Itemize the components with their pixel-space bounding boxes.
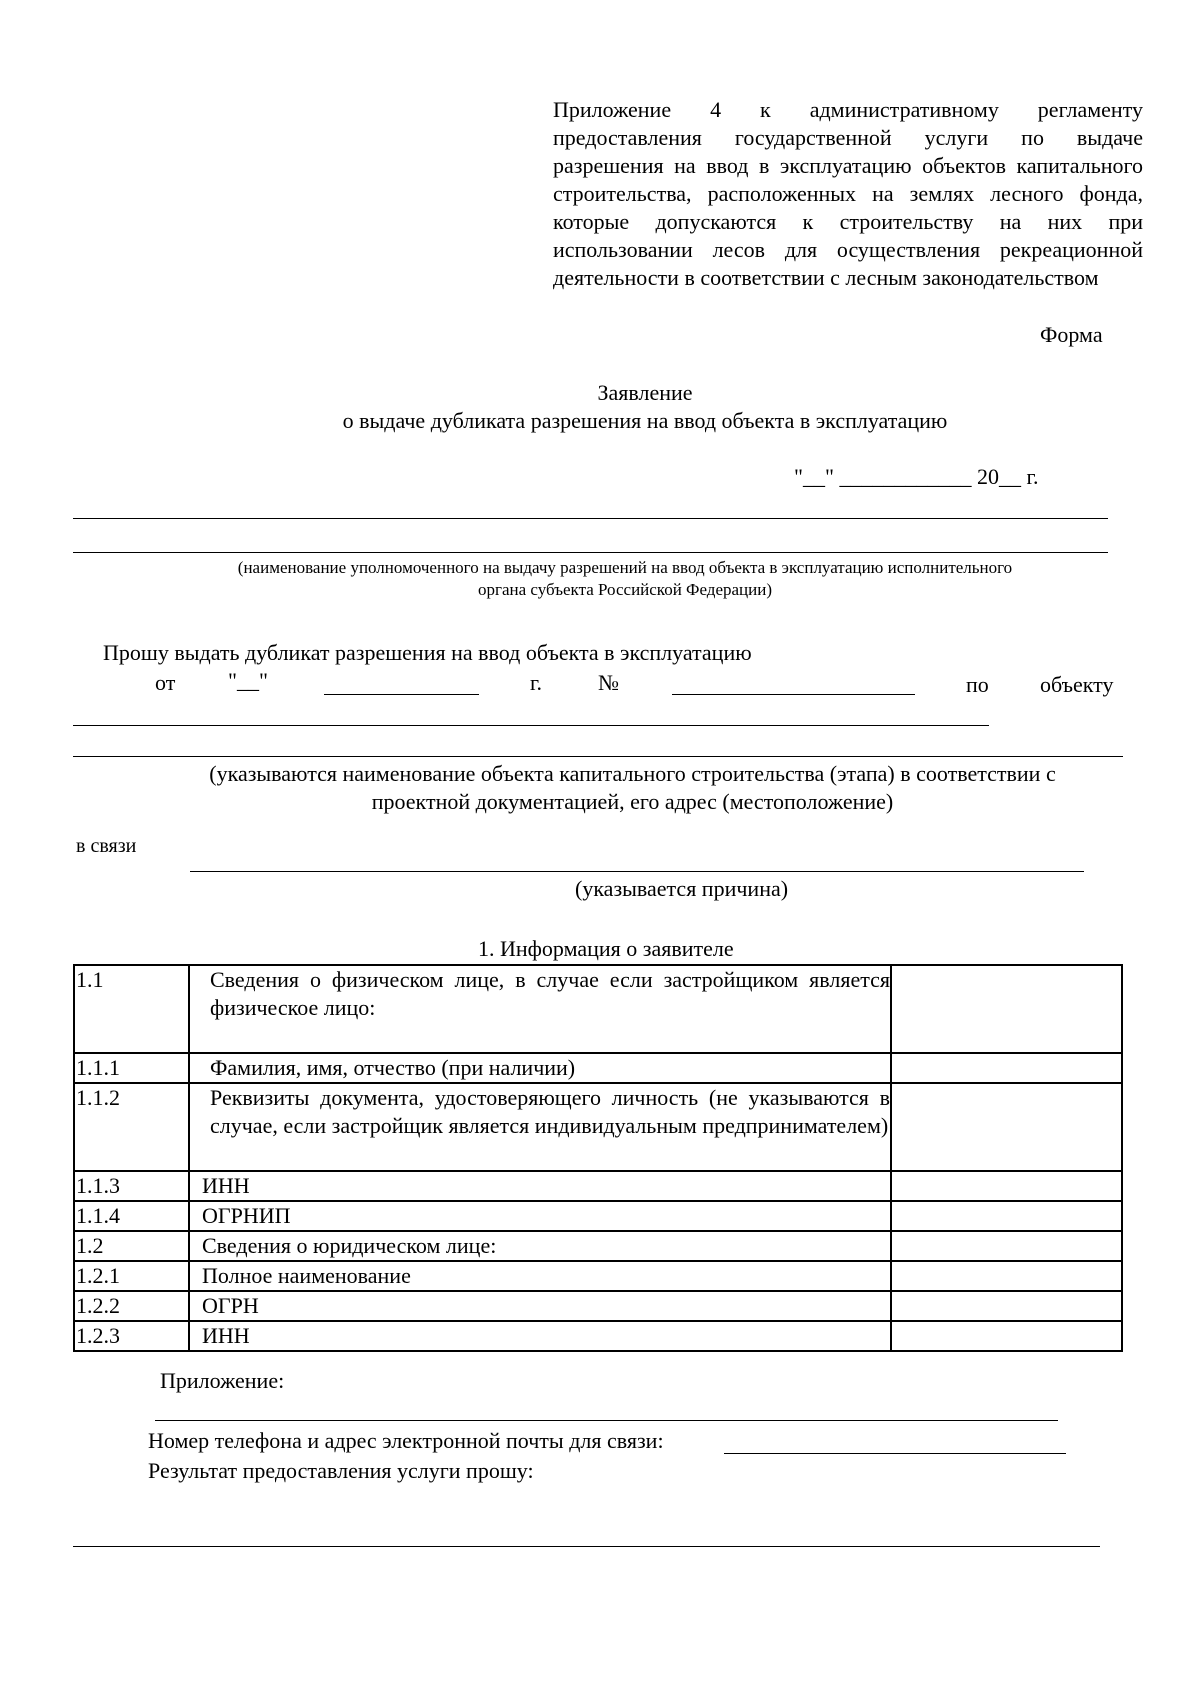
- authority-caption: [150, 557, 1100, 601]
- request-obektu: объекту: [1040, 672, 1114, 697]
- document-subtitle: о выдаче дубликата разрешения на ввод объекта в эксплуатацию: [342, 408, 948, 433]
- table-row: [74, 1083, 1122, 1171]
- row-number: 1.2.3: [74, 1321, 189, 1351]
- reason-label: в связи: [76, 835, 137, 857]
- request-day: "__": [228, 668, 268, 693]
- table-row: [74, 1231, 1122, 1261]
- authority-caption-line2: органа субъекта Российской Федерации): [477, 580, 772, 599]
- row-description: ОГРНИП: [189, 1201, 891, 1231]
- object-caption: [150, 760, 1115, 816]
- row-description: Фамилия, имя, отчество (при наличии): [189, 1053, 891, 1083]
- request-text: Прошу выдать дубликат разрешения на ввод объекта в эксплуатацию: [103, 640, 752, 665]
- row-value-cell[interactable]: [891, 1291, 1122, 1321]
- contacts-label: Номер телефона и адрес электронной почты для связи:: [148, 1428, 664, 1453]
- contacts-line[interactable]: [724, 1453, 1066, 1454]
- authority-line-2[interactable]: [73, 552, 1108, 553]
- request-number-sign: №: [598, 670, 619, 695]
- row-value-cell[interactable]: [891, 965, 1122, 1053]
- appendix-note: Приложение 4 к административному регламенту предоставления государственной услуги по выдаче разрешения на ввод в эксплуатацию объектов капитального строительства, расположенных на землях лесного фонда, которые допускаются к строительству на них при использовании лесов для осуществления рекреационной деятельности в соответствии с лесным законодательством: [553, 97, 1143, 290]
- row-number: 1.2.1: [74, 1261, 189, 1291]
- attachment-line[interactable]: [155, 1420, 1058, 1421]
- request-number-line[interactable]: [672, 694, 915, 695]
- row-value-cell[interactable]: [891, 1231, 1122, 1261]
- row-value-cell[interactable]: [891, 1171, 1122, 1201]
- table-row: [74, 965, 1122, 1053]
- result-line[interactable]: [73, 1546, 1100, 1547]
- row-number: 1.1.1: [74, 1053, 189, 1083]
- row-value-cell[interactable]: [891, 1053, 1122, 1083]
- table-row: [74, 1291, 1122, 1321]
- object-caption-line1: (указываются наименование объекта капитального строительства (этапа) в соответствии с: [209, 761, 1056, 786]
- table-row: [74, 1201, 1122, 1231]
- table-row: [74, 1261, 1122, 1291]
- row-value-cell[interactable]: [891, 1083, 1122, 1171]
- result-label: Результат предоставления услуги прошу:: [148, 1458, 534, 1483]
- date-field[interactable]: "__" ____________ 20__ г.: [794, 464, 1039, 489]
- object-caption-line2: проектной документацией, его адрес (местоположение): [371, 789, 894, 814]
- row-number: 1.1.3: [74, 1171, 189, 1201]
- row-description: Полное наименование: [189, 1261, 891, 1291]
- request-ot: от: [155, 670, 176, 695]
- row-description: ИНН: [189, 1321, 891, 1351]
- row-description: Сведения о юридическом лице:: [189, 1231, 891, 1261]
- row-value-cell[interactable]: [891, 1321, 1122, 1351]
- row-number: 1.2: [74, 1231, 189, 1261]
- attachment-label: Приложение:: [160, 1368, 285, 1393]
- table-row: [74, 1171, 1122, 1201]
- object-line-1[interactable]: [73, 725, 989, 726]
- row-number: 1.1.2: [74, 1083, 189, 1171]
- table-row: [74, 1321, 1122, 1351]
- row-number: 1.1.4: [74, 1201, 189, 1231]
- reason-line[interactable]: [190, 871, 1084, 872]
- row-description: Сведения о физическом лице, в случае если застройщиком является физическое лицо:: [189, 965, 891, 1053]
- row-description: Реквизиты документа, удостоверяющего личность (не указываются в случае, если застройщик является индивидуальным предпринимателем): [189, 1083, 891, 1171]
- table-row: [74, 1053, 1122, 1083]
- row-number: 1.1: [74, 965, 189, 1053]
- row-number: 1.2.2: [74, 1291, 189, 1321]
- request-year: г.: [530, 670, 543, 695]
- applicant-info-table: [73, 964, 1123, 1352]
- row-description: ИНН: [189, 1171, 891, 1201]
- row-description: ОГРН: [189, 1291, 891, 1321]
- form-label: Форма: [1040, 322, 1103, 347]
- object-line-2[interactable]: [73, 756, 1123, 757]
- section-title: 1. Информация о заявителе: [478, 936, 734, 961]
- row-value-cell[interactable]: [891, 1201, 1122, 1231]
- request-month-line[interactable]: [324, 694, 479, 695]
- row-value-cell[interactable]: [891, 1261, 1122, 1291]
- authority-caption-line1: (наименование уполномоченного на выдачу разрешений на ввод объекта в эксплуатацию исполнительного: [237, 558, 1013, 577]
- reason-caption: (указывается причина): [575, 876, 789, 901]
- request-po: по: [966, 672, 989, 697]
- authority-line-1[interactable]: [73, 518, 1108, 519]
- document-title: Заявление: [597, 380, 693, 405]
